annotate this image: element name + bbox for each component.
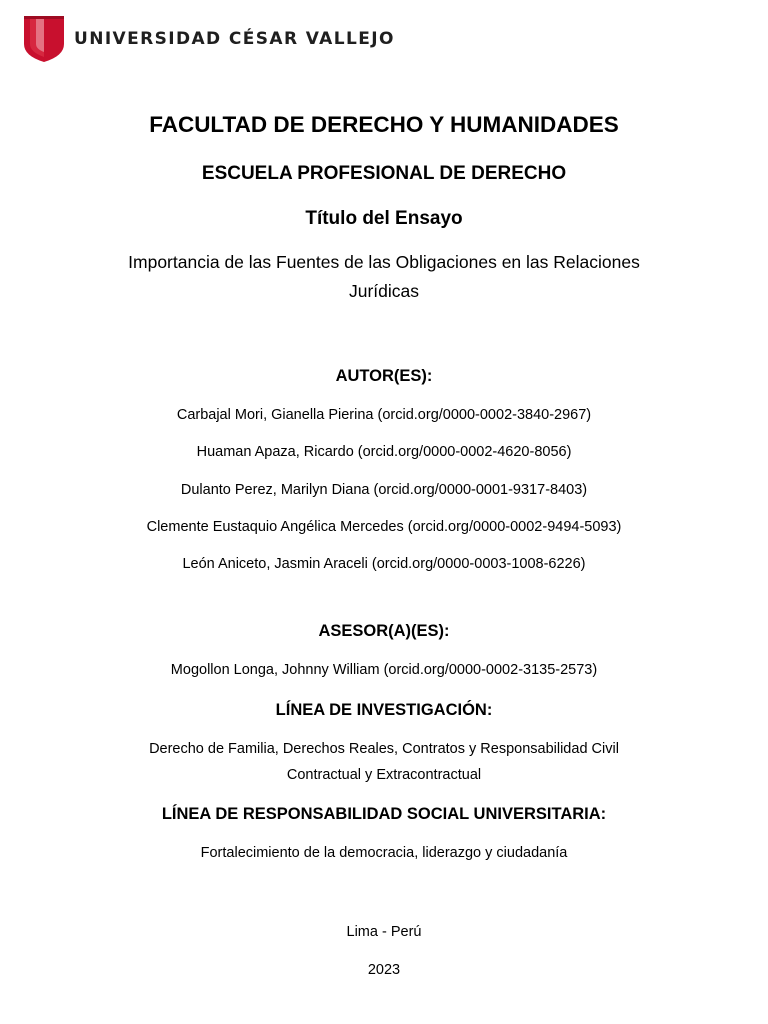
author-item: Clemente Eustaquio Angélica Mercedes (orcid.org/0000-0002-9494-5093) — [146, 519, 622, 535]
university-shield-icon — [22, 14, 66, 64]
research-line-text-1: Derecho de Familia, Derechos Reales, Contratos y Responsabilidad Civil — [149, 741, 619, 757]
place: Lima - Perú — [346, 924, 422, 940]
social-responsibility-text: Fortalecimiento de la democracia, liderazgo y ciudadanía — [200, 845, 568, 861]
advisor-item: Mogollon Longa, Johnny William (orcid.org/0000-0002-3135-2573) — [170, 662, 598, 678]
authors-heading: AUTOR(ES): — [335, 367, 433, 385]
faculty-title: FACULTAD DE DERECHO Y HUMANIDADES — [149, 112, 619, 137]
advisors-heading: ASESOR(A)(ES): — [318, 622, 450, 640]
school-title: ESCUELA PROFESIONAL DE DERECHO — [201, 163, 567, 184]
year: 2023 — [367, 962, 401, 978]
social-responsibility-heading: LÍNEA DE RESPONSABILIDAD SOCIAL UNIVERSITARIA: — [161, 805, 607, 823]
research-line-text-2: Contractual y Extracontractual — [286, 767, 482, 783]
research-line-heading: LÍNEA DE INVESTIGACIÓN: — [275, 701, 493, 719]
author-item: Carbajal Mori, Gianella Pierina (orcid.org/0000-0002-3840-2967) — [176, 407, 592, 423]
author-item: León Aniceto, Jasmin Araceli (orcid.org/0000-0003-1008-6226) — [182, 556, 586, 572]
author-item: Dulanto Perez, Marilyn Diana (orcid.org/0000-0001-9317-8403) — [180, 482, 588, 498]
essay-title-line-2: Jurídicas — [348, 281, 420, 301]
essay-title-label: Título del Ensayo — [305, 208, 463, 229]
research-line-text — [0, 736, 768, 788]
essay-title — [0, 248, 768, 306]
university-logo — [22, 14, 395, 64]
essay-title-line-1: Importancia de las Fuentes de las Obligaciones en las Relaciones — [128, 252, 640, 272]
university-name: UNIVERSIDAD CÉSAR VALLEJO — [74, 29, 395, 49]
author-item: Huaman Apaza, Ricardo (orcid.org/0000-0002-4620-8056) — [196, 444, 572, 460]
